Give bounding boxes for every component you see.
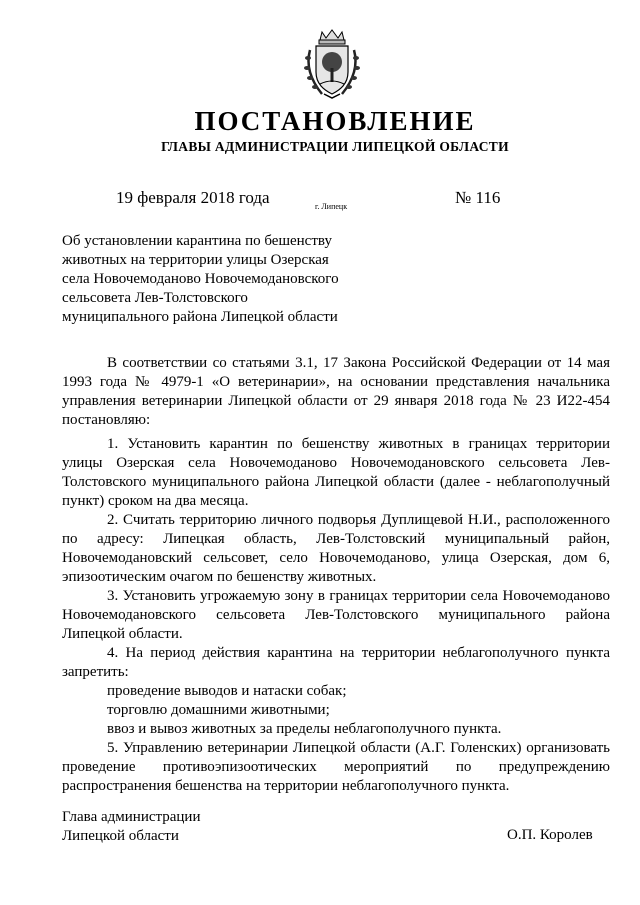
item-4-list-entry: торговлю домашними животными; xyxy=(107,702,330,718)
subject-line: Об установлении карантина по бешенству xyxy=(62,233,332,249)
subject-line: муниципального района Липецкой области xyxy=(62,309,338,325)
document-number: № 116 xyxy=(455,188,501,207)
item-4: 4. На период действия карантина на территории неблагополучного пункта запретить: xyxy=(62,645,610,680)
signatory-name: О.П. Королев xyxy=(507,827,593,843)
item-2: 2. Считать территорию личного подворья Дуплищевой Н.И., расположенного по адресу: Липецкая область, Лев-Толстовский муниципальный район, Новочемодановский сельсовет, село Новочемоданово, улица Озерская, дом 6, эпизоотическим очагом по бешенству животных. xyxy=(62,512,610,585)
document-subtitle: ГЛАВЫ АДМИНИСТРАЦИИ ЛИПЕЦКОЙ ОБЛАСТИ xyxy=(161,139,509,154)
coat-of-arms-icon xyxy=(300,28,364,100)
subject-line: села Новочемоданово Новочемодановского xyxy=(62,271,339,287)
item-4-list-entry: проведение выводов и натаски собак; xyxy=(107,683,347,699)
subject-line: сельсовета Лев-Толстовского xyxy=(62,290,248,306)
item-1: 1. Установить карантин по бешенству животных в границах территории улицы Озерская села Новочемоданово Новочемодановского сельсовета Лев-Толстовского муниципального района Липецкой области (далее - неблагополучный пункт) сроком на два месяца. xyxy=(62,436,610,509)
document-date: 19 февраля 2018 года xyxy=(116,188,270,207)
document-subject xyxy=(62,232,362,327)
item-5: 5. Управлению ветеринарии Липецкой области (А.Г. Голенских) организовать проведение противоэпизоотических мероприятий по предупреждению распространения бешенства на территории неблагополучного пункта. xyxy=(62,740,610,794)
signatory-position xyxy=(62,808,200,846)
signatory-position-line: Липецкой области xyxy=(62,828,179,844)
resolution-items xyxy=(62,435,610,796)
document-title: ПОСТАНОВЛЕНИЕ xyxy=(194,106,476,136)
signatory-position-line: Глава администрации xyxy=(62,809,201,825)
item-4-list-entry: ввоз и вывоз животных за пределы неблагополучного пункта. xyxy=(107,721,502,737)
item-3: 3. Установить угрожаемую зону в границах территории села Новочемоданово Новочемодановского сельсовета Лев-Толстовского муниципального района Липецкой области. xyxy=(62,588,610,642)
subject-line: животных на территории улицы Озерская xyxy=(62,252,329,268)
document-city: г. Липецк xyxy=(315,202,348,211)
preamble-paragraph: В соответствии со статьями 3.1, 17 Закона Российской Федерации от 14 мая 1993 года № 4979-1 «О ветеринарии», на основании представления начальника управления ветеринарии Липецкой области от 29 января 2018 года № 23 И22-454 постановляю: xyxy=(62,355,610,428)
